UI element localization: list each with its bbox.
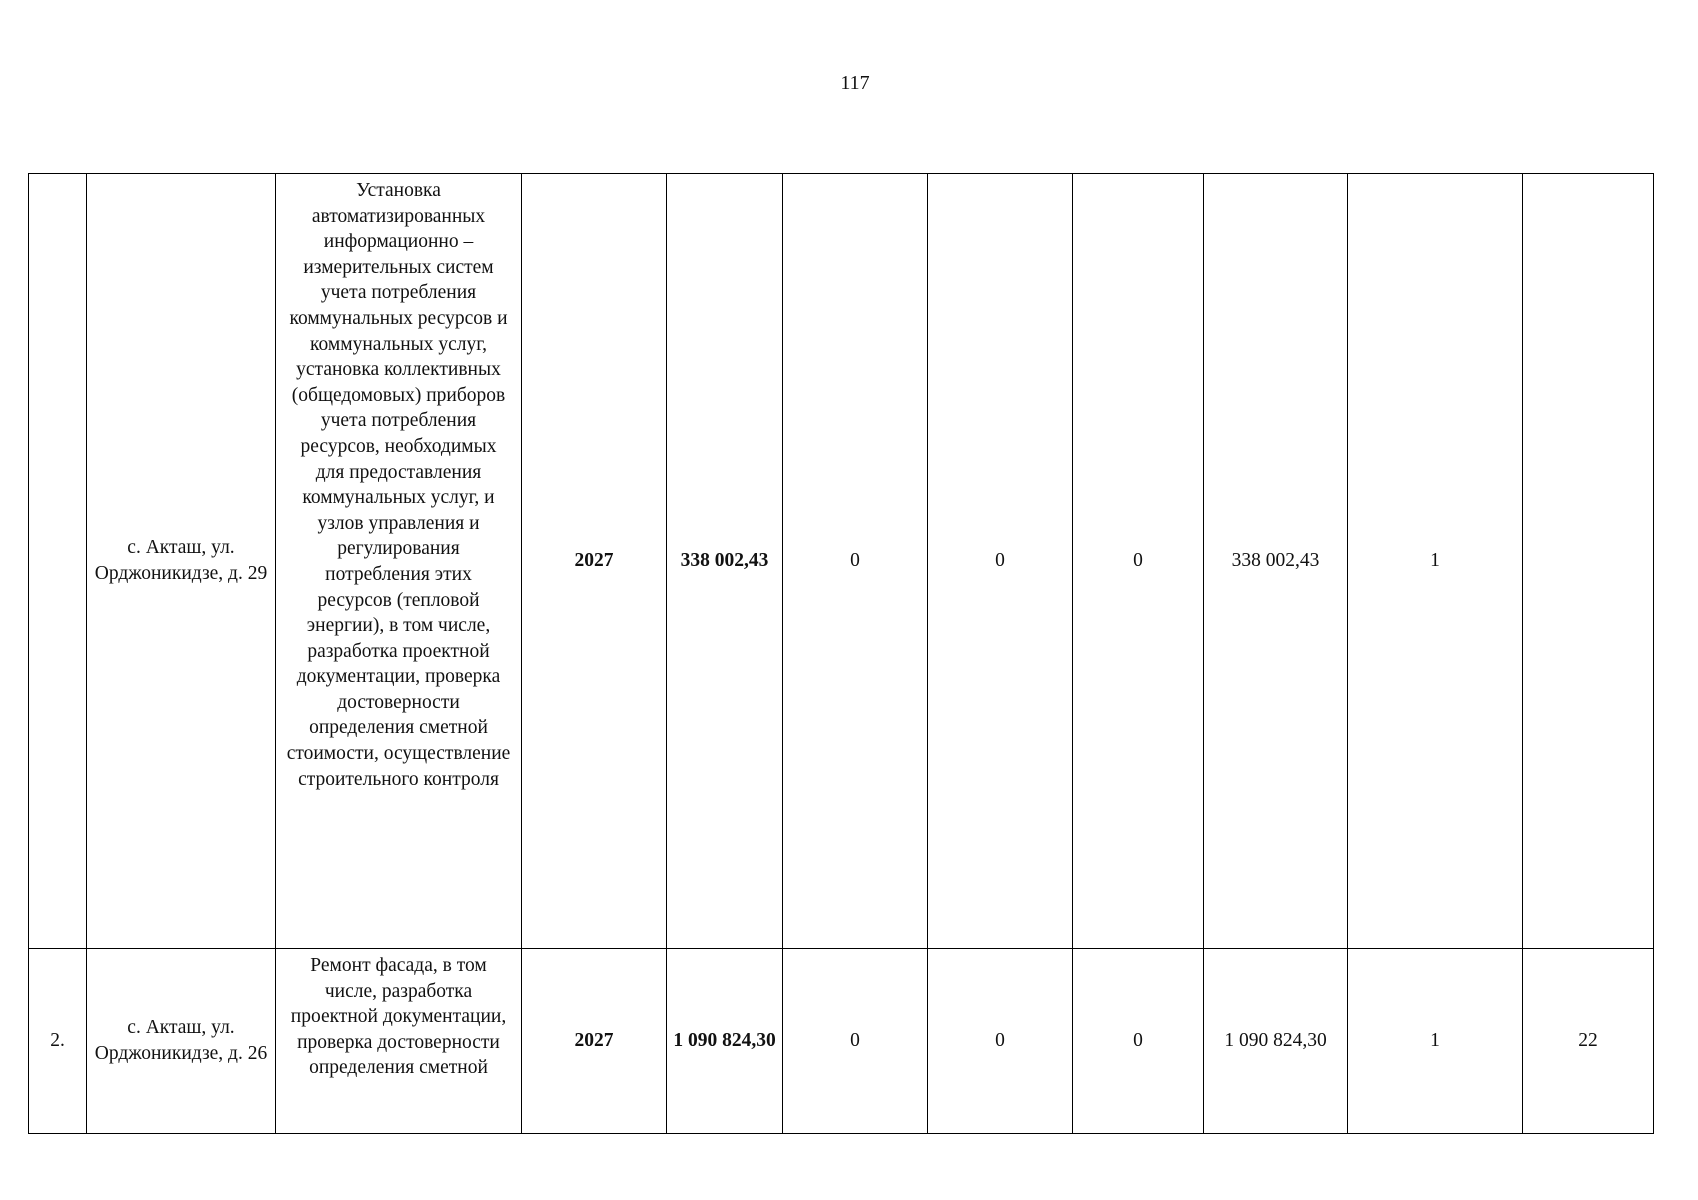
cost-cell: 0 bbox=[783, 949, 928, 1134]
work-description-cell: Установка автоматизированных информационно – измерительных систем учета потребления коммунальных ресурсов и коммунальных услуг, установка коллективных (общедомовых) приборов учета потребления ресурсов, необходимых для предоставления коммунальных услуг, и узлов управления и регулирования потребления этих ресурсов (тепловой энергии), в том числе, разработка проектной документации, проверка достоверности определения сметной стоимости, осуществление строительного контроля bbox=[276, 174, 522, 949]
row-number-cell bbox=[29, 174, 87, 949]
program-table bbox=[28, 173, 1654, 1134]
page-number: 117 bbox=[840, 72, 870, 94]
table-row bbox=[29, 174, 1654, 949]
work-description-cell bbox=[276, 949, 522, 1134]
table-row bbox=[29, 949, 1654, 1134]
address-cell: с. Акташ, ул. Орджоникидзе, д. 29 bbox=[87, 174, 276, 949]
cost-cell: 338 002,43 bbox=[1204, 174, 1348, 949]
cost-cell: 1 090 824,30 bbox=[1204, 949, 1348, 1134]
cost-cell: 0 bbox=[783, 174, 928, 949]
year-cell: 2027 bbox=[522, 949, 667, 1134]
row-number-cell: 2. bbox=[29, 949, 87, 1134]
work-description-text: Ремонт фасада, в том числе, разработка проектной документации, проверка достоверности определения сметной bbox=[290, 955, 507, 1079]
year-cell: 2027 bbox=[522, 174, 667, 949]
cost-cell: 0 bbox=[928, 949, 1073, 1134]
count-cell: 1 bbox=[1348, 174, 1523, 949]
cost-cell: 0 bbox=[928, 174, 1073, 949]
last-column-cell: 22 bbox=[1523, 949, 1654, 1134]
cost-cell: 0 bbox=[1073, 949, 1204, 1134]
total-cost-cell: 1 090 824,30 bbox=[667, 949, 783, 1134]
last-column-cell bbox=[1523, 174, 1654, 949]
cost-cell: 0 bbox=[1073, 174, 1204, 949]
address-cell: с. Акташ, ул. Орджоникидзе, д. 26 bbox=[87, 949, 276, 1134]
total-cost-cell: 338 002,43 bbox=[667, 174, 783, 949]
count-cell: 1 bbox=[1348, 949, 1523, 1134]
